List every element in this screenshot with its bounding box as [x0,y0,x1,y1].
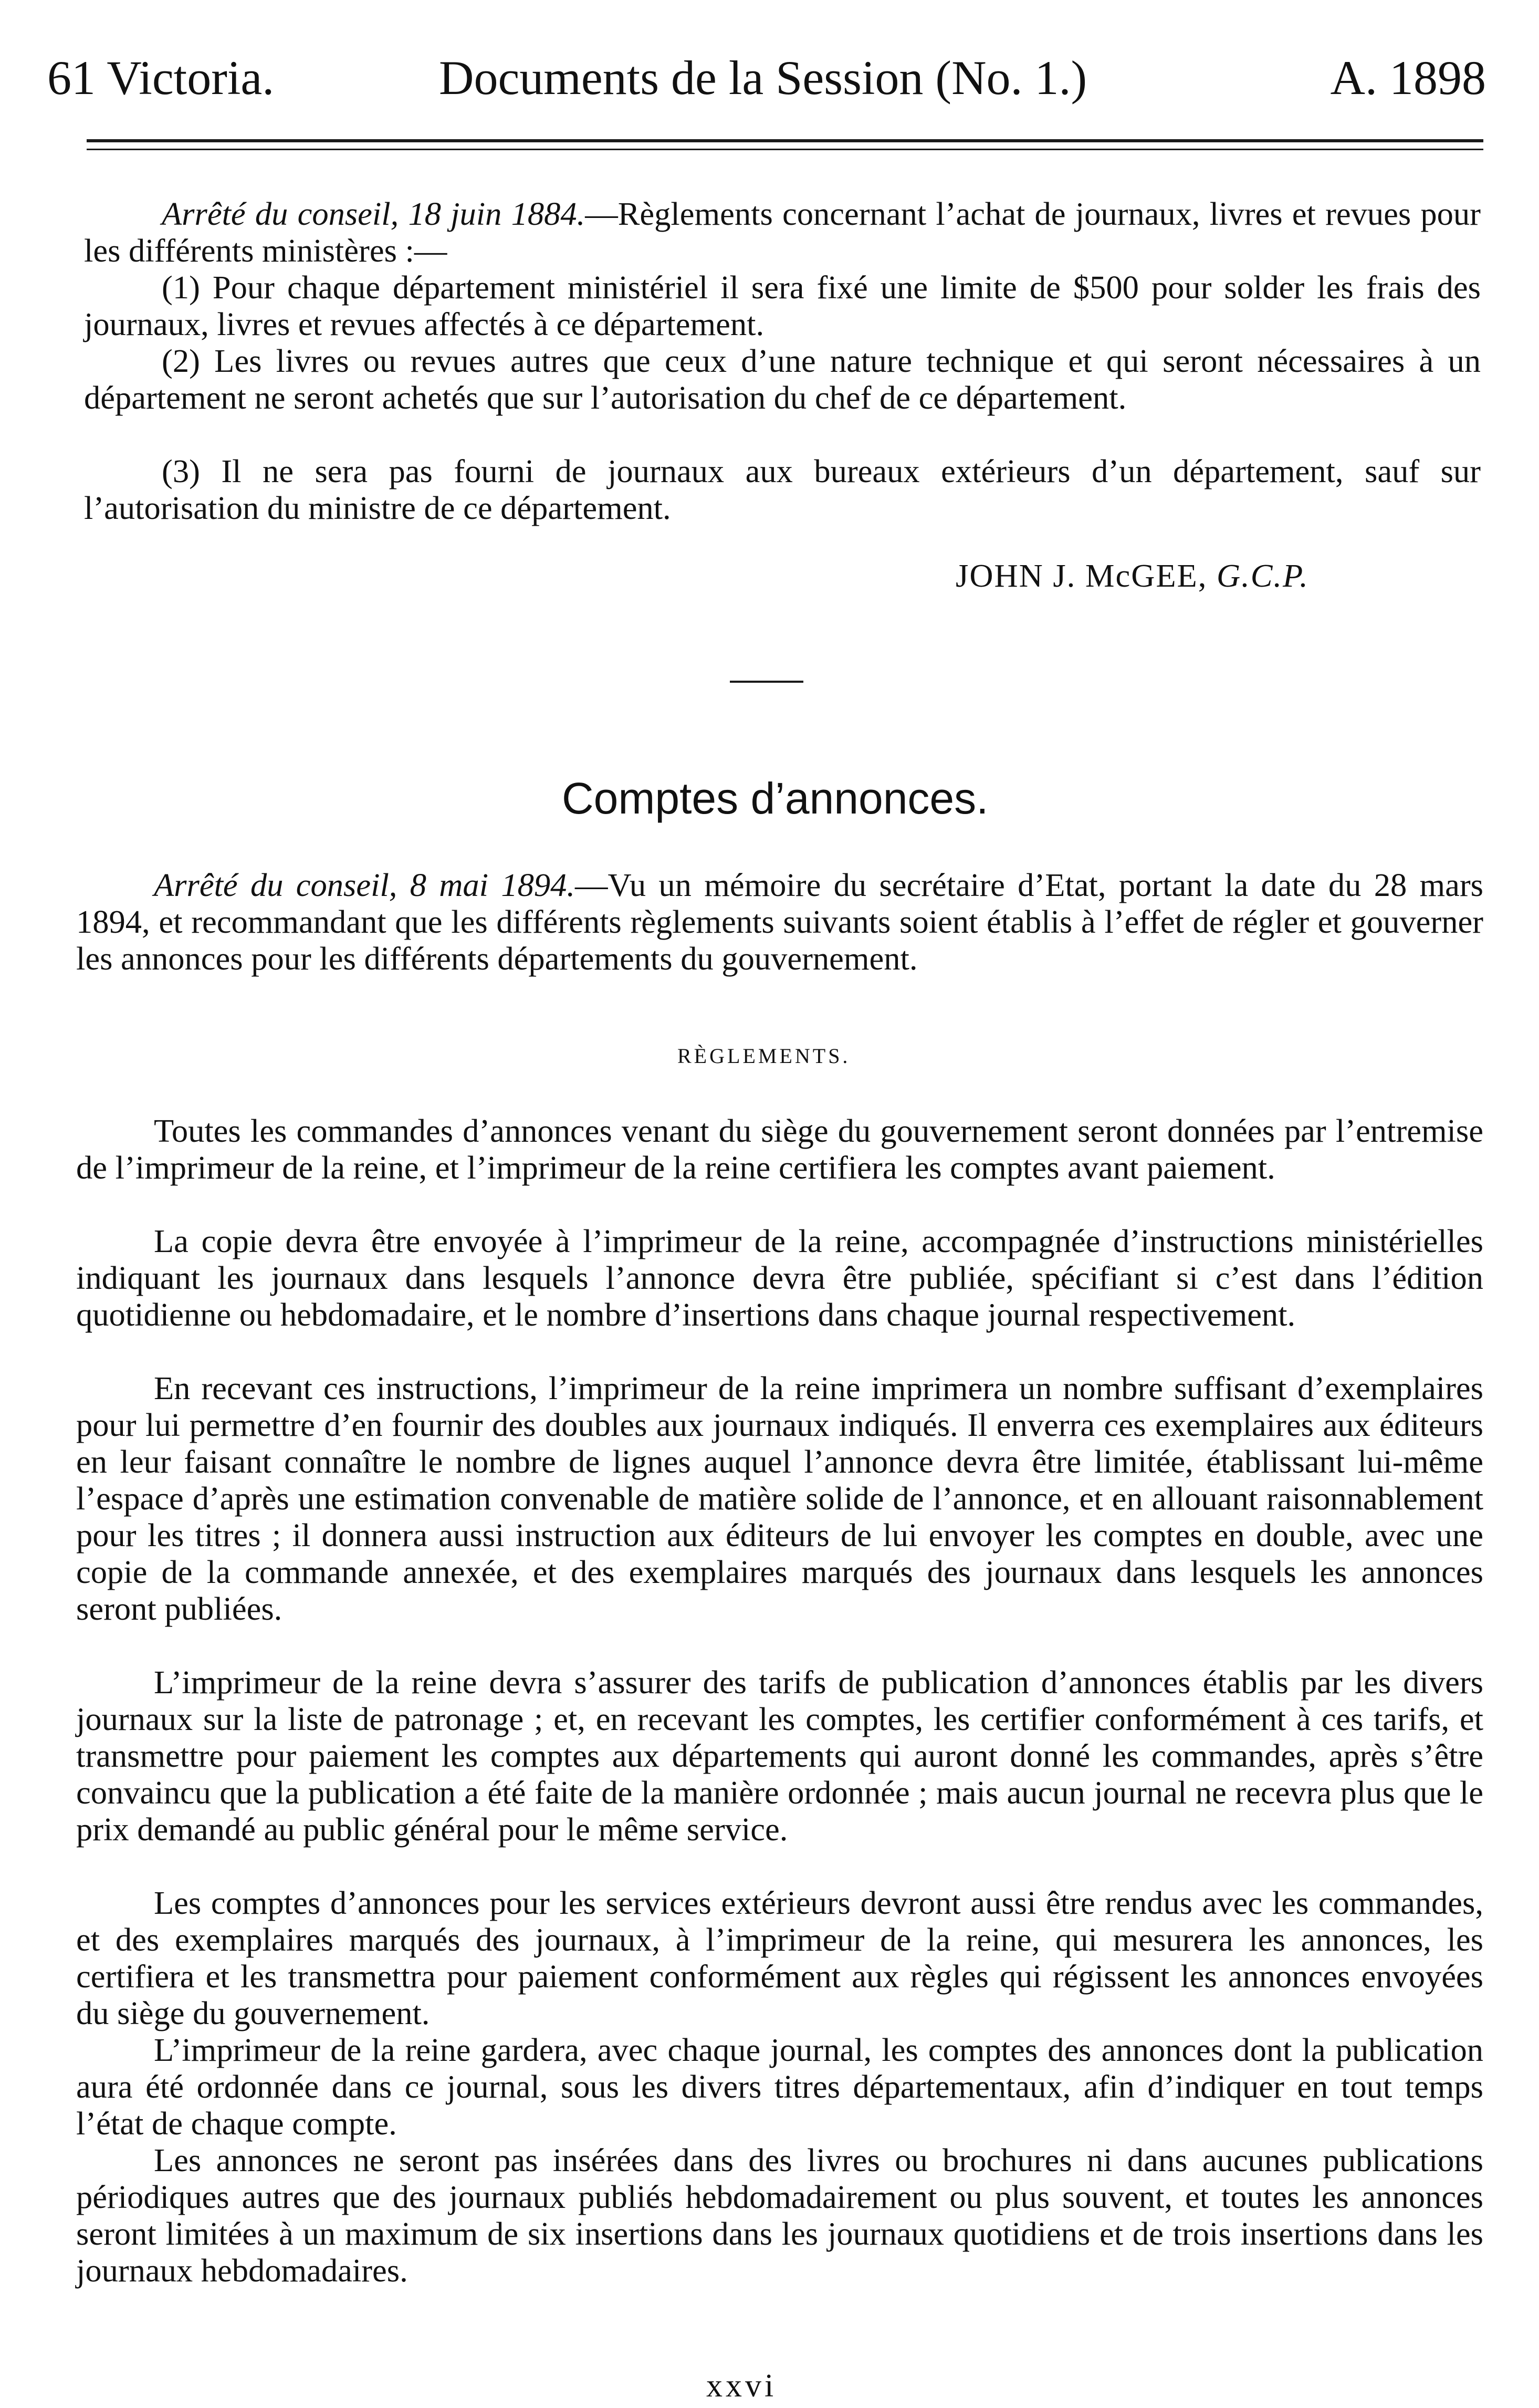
regulations-subheading: RÈGLEMENTS. [677,1044,851,1068]
header-rule-thin [87,149,1483,150]
order-1884-date: Arrêté du conseil, 18 juin 1884. [162,195,585,232]
rule-paragraph-2: (2) Les livres ou revues autres que ceux d’une nature technique et qui seront nécessaires à un département ne seront achetés que sur l’autorisation du chef de ce département. [84,342,1481,416]
rule-paragraph-3: (3) Il ne sera pas fourni de journaux aux bureaux extérieurs d’un département, sauf sur l’autorisation du ministre de ce département. [84,453,1481,526]
running-header [47,46,1486,109]
regulation-paragraph: Les annonces ne seront pas insérées dans des livres ou brochures ni dans aucunes publications périodiques autres que des journaux publiés hebdomadairement ou plus souvent, et toutes les annonces seront limitées à un maximum de six insertions dans les journaux quotidiens et de trois insertions dans les journaux hebdomadaires. [76,2142,1483,2289]
order-1894-heading: —Vu un mémoire du secrétaire d’Etat, portant la date du 28 mars 1894, et recommandant que les différents règlements suivants soient établis à l’effet de régler et gouverner les annonces pour les différents départements du gouvernement. [76,867,1483,977]
header-year: A. 1898 [1330,51,1486,105]
page-number: xxvi [706,2368,777,2404]
signature [956,557,1309,595]
regulation-paragraph: Toutes les commandes d’annonces venant du siège du gouvernement seront données par l’entremise de l’imprimeur de la reine, et l’imprimeur de la reine certifiera les comptes avant paiement. [76,1112,1483,1186]
rule-paragraph-1: (1) Pour chaque département ministériel il sera fixé une limite de $500 pour solder les frais des journaux, livres et revues affectés à ce département. [84,269,1481,342]
order-1884-heading: —Règlements concernant l’achat de journaux, livres et revues pour les différents ministères :— [84,195,1481,269]
signature-name: JOHN J. McGEE, [956,557,1208,594]
regulation-paragraph: La copie devra être envoyée à l’imprimeur de la reine, accompagnée d’instructions ministérielles indiquant les journaux dans lesquels l’annonce devra être publiée, spécifiant si c’est dans l’édition quotidienne ou hebdomadaire, et le nombre d’insertions dans chaque journal respectivement. [76,1223,1483,1333]
header-title: Documents de la Session (No. 1.) [439,51,1087,105]
header-session: 61 Victoria. [47,51,275,105]
order-1894-intro [76,867,1483,977]
signature-title: G.C.P. [1216,557,1309,594]
regulation-paragraph: L’imprimeur de la reine devra s’assurer des tarifs de publication d’annonces établis par les divers journaux sur la liste de patronage ; et, en recevant les comptes, les certifier conformément à ces tarifs, et transmettre pour paiement les comptes aux départements qui auront donné les commandes, après s’être convaincu que la publication a été faite de la manière ordonnée ; mais aucun journal ne recevra plus que le prix demandé au public général pour le même service. [76,1664,1483,1848]
regulation-paragraph: En recevant ces instructions, l’imprimeur de la reine imprimera un nombre suffisant d’exemplaires pour lui permettre d’en fournir des doubles aux journaux indiqués. Il enverra ces exemplaires aux éditeurs en leur faisant connaître le nombre de lignes auquel l’annonce devra être limitée, établissant lui-même l’espace d’après une estimation convenable de matière solide de l’annonce, et en allouant raisonnablement pour les titres ; il donnera aussi instruction aux éditeurs de lui envoyer les comptes en double, avec une copie de la commande annexée, et des exemplaires marqués des journaux dans lesquels les annonces seront publiées. [76,1370,1483,1627]
section-divider [730,681,803,683]
header-rule-thick [87,139,1483,142]
order-1884-intro [84,195,1481,269]
regulation-paragraph: Les comptes d’annonces pour les services extérieurs devront aussi être rendus avec les commandes, et des exemplaires marqués des journaux, à l’imprimeur de la reine, qui mesurera les annonces, les certifiera et les transmettra pour paiement conformément aux règles qui régissent les annonces envoyées du siège du gouvernement. [76,1884,1483,2031]
section-title: Comptes d’annonces. [562,774,989,823]
regulation-paragraph: L’imprimeur de la reine gardera, avec chaque journal, les comptes des annonces dont la publication aura été ordonnée dans ce journal, sous les divers titres départementaux, afin d’indiquer en tout temps l’état de chaque compte. [76,2031,1483,2142]
order-1894-date: Arrêté du conseil, 8 mai 1894. [154,867,575,903]
